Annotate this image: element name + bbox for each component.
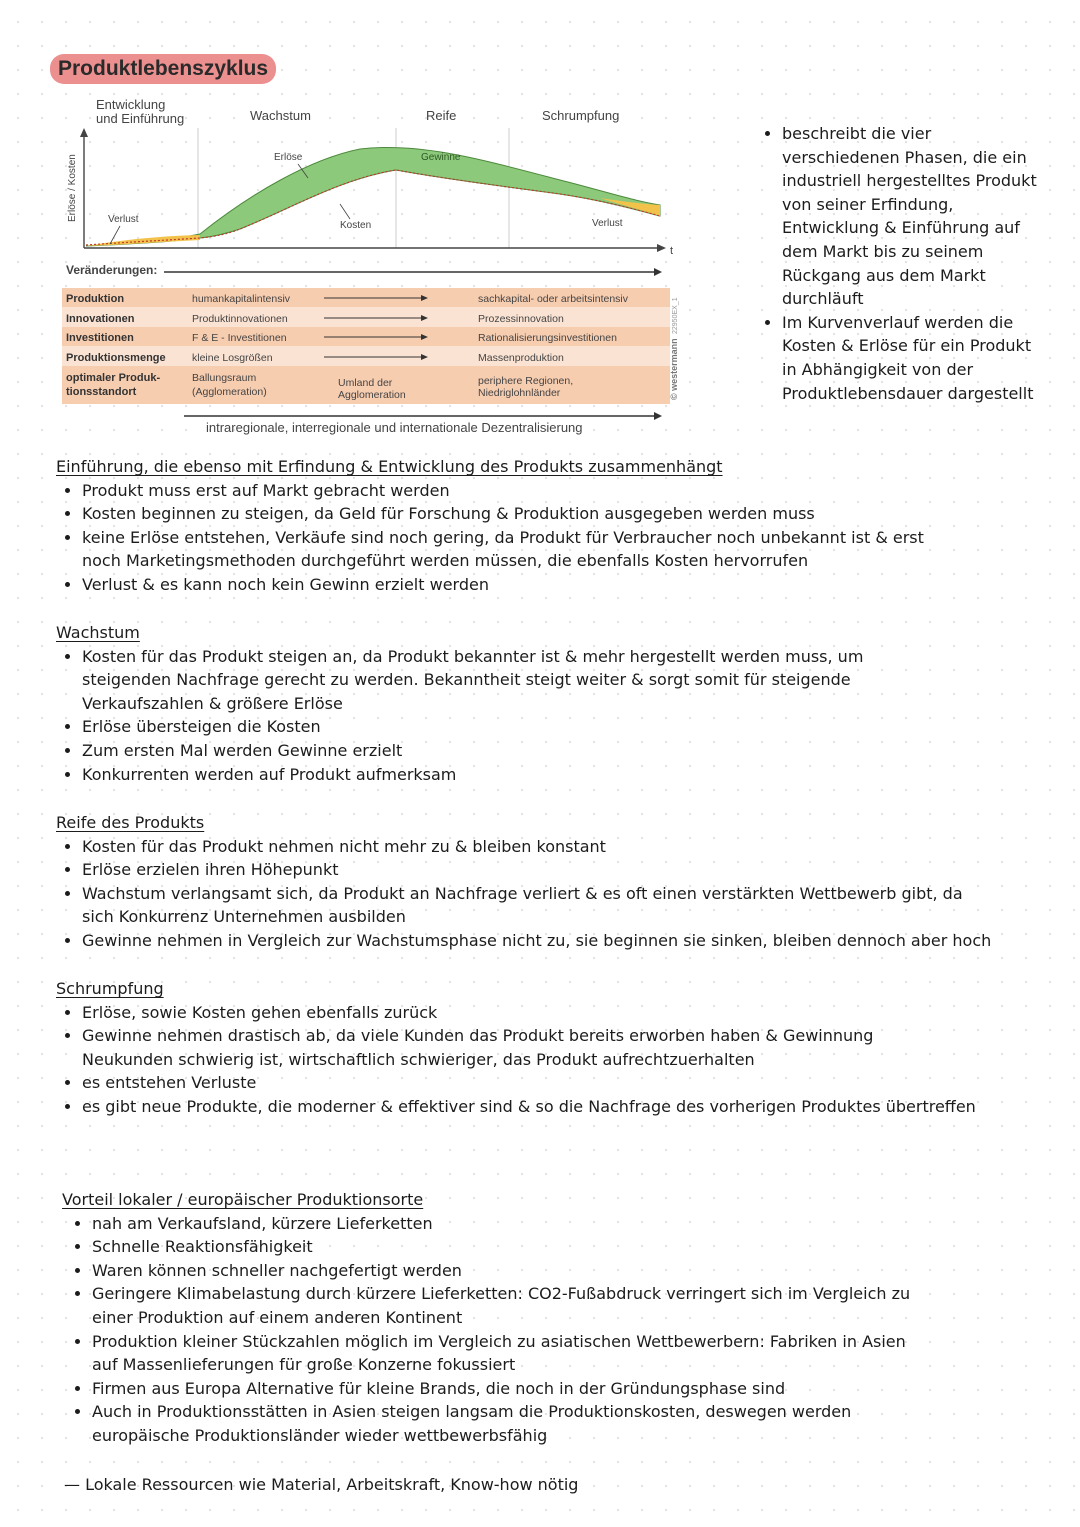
curve-label-kosten: Kosten bbox=[340, 220, 372, 231]
section-heading: Vorteil lokaler / europäischer Produktionsorte bbox=[62, 1190, 424, 1209]
bullet-list bbox=[62, 1212, 1002, 1448]
list-item: • Auch in Produktionsstätten in Asien steigen langsam die Produktionskosten, deswegen werden europäische Produktionsländer wieder wettbewerbsfähig bbox=[92, 1400, 932, 1447]
product-lifecycle-figure bbox=[60, 94, 680, 440]
section-heading: Schrumpfung bbox=[56, 979, 164, 998]
dezentralisierung-label: intraregionale, interregionale und internationale Dezentralisierung bbox=[206, 420, 583, 435]
table-row-label: Innovationen bbox=[66, 313, 135, 325]
lifecycle-diagram bbox=[60, 94, 680, 440]
table-row-label-2: tionsstandort bbox=[66, 386, 137, 398]
list-item: • nah am Verkaufsland, kürzere Lieferketten bbox=[92, 1212, 1002, 1236]
table-row-start: Produktinnovationen bbox=[192, 313, 288, 325]
section-heading: Reife des Produkts bbox=[56, 813, 205, 832]
y-axis-arrow bbox=[80, 128, 88, 137]
list-item: • Kosten für das Produkt nehmen nicht mehr zu & bleiben konstant bbox=[82, 835, 1016, 859]
table-row-label: Produktionsmenge bbox=[66, 352, 166, 364]
table-row-label: Investitionen bbox=[66, 332, 134, 344]
list-item: • Erlöse, sowie Kosten gehen ebenfalls zurück bbox=[82, 1001, 1016, 1025]
list-item: • Schnelle Reaktionsfähigkeit bbox=[92, 1235, 1002, 1259]
phase-label-einfuehrung: und Einführung bbox=[96, 111, 185, 126]
table-row-end: periphere Regionen, bbox=[478, 375, 574, 387]
section-vorteil bbox=[62, 1188, 1002, 1448]
changes-label: Veränderungen: bbox=[66, 263, 158, 277]
list-item: • es entstehen Verluste bbox=[82, 1071, 1016, 1095]
section-reife bbox=[56, 811, 1016, 953]
dezentralisierung-arrowhead bbox=[654, 412, 662, 420]
list-item: • Zum ersten Mal werden Gewinne erzielt bbox=[82, 739, 1016, 763]
y-axis-label: Erlöse / Kosten bbox=[67, 154, 78, 222]
table-row-end: sachkapital- oder arbeitsintensiv bbox=[478, 293, 628, 305]
phase-label-reife: Reife bbox=[426, 108, 457, 123]
phase-label-entwicklung: Entwicklung bbox=[96, 97, 166, 112]
x-axis-label: t bbox=[670, 245, 674, 257]
table-row-end: Prozessinnovation bbox=[478, 313, 564, 325]
table-row-mid-2: Agglomeration bbox=[338, 389, 406, 401]
table-row-start-2: (Agglomeration) bbox=[192, 386, 267, 398]
cost-curve bbox=[86, 170, 660, 245]
bullet-list bbox=[56, 835, 1016, 953]
list-item: • Gewinne nehmen in Vergleich zur Wachstumsphase nicht zu, sie beginnen sie sinken, bleiben dennoch aber hoch bbox=[82, 929, 1016, 953]
section-heading: Einführung, die ebenso mit Erfindung & Entwicklung des Produkts zusammenhängt bbox=[56, 457, 723, 476]
bullet-list bbox=[56, 479, 1016, 597]
table-row-start: Ballungsraum bbox=[192, 372, 257, 384]
list-item: • Kosten für das Produkt steigen an, da Produkt bekannter ist & mehr hergestellt werden muss, um steigenden Nachfrage gerecht zu werden. Bekanntheit steigt weiter & sorgt somit für steigende Verkaufszahlen & größere Erlöse bbox=[82, 645, 952, 716]
changes-arrowhead bbox=[654, 268, 662, 276]
table-row-label: optimaler Produk- bbox=[66, 372, 161, 384]
summary-bullet: • Im Kurvenverlauf werden die Kosten & Erlöse für ein Produkt in Abhängigkeit von der Produktlebensdauer dargestellt bbox=[782, 311, 1048, 405]
table-row-end: Massenproduktion bbox=[478, 352, 564, 364]
table-row-end: Rationalisierungsinvestitionen bbox=[478, 332, 617, 344]
curve-label-verlust-left: Verlust bbox=[108, 214, 139, 225]
list-item: • Wachstum verlangsamt sich, da Produkt an Nachfrage verliert & es oft einen verstärkten Wettbewerb gibt, da sich Konkurrenz Unternehmen ausbilden bbox=[82, 882, 997, 929]
table-row-start: kleine Losgrößen bbox=[192, 352, 273, 364]
bullet-list bbox=[56, 645, 1016, 787]
summary-notes bbox=[758, 122, 1048, 405]
section-einfuehrung bbox=[56, 455, 1016, 597]
list-item: • Konkurrenten werden auf Produkt aufmerksam bbox=[82, 763, 1016, 787]
list-item: • Produktion kleiner Stückzahlen möglich im Vergleich zu asiatischen Wettbewerbern: Fabriken in Asien auf Massenlieferungen für große Konzerne fokussiert bbox=[92, 1330, 922, 1377]
list-item: • Erlöse übersteigen die Kosten bbox=[82, 715, 1016, 739]
list-item: • Erlöse erzielen ihren Höhepunkt bbox=[82, 858, 1016, 882]
table-row-bg bbox=[62, 307, 670, 327]
summary-list bbox=[758, 122, 1048, 405]
publisher-credit: © westermann bbox=[669, 338, 679, 400]
pointer-line bbox=[340, 204, 350, 219]
list-item: • Verlust & es kann noch kein Gewinn erzielt werden bbox=[82, 573, 1016, 597]
section-schrumpfung bbox=[56, 977, 1016, 1119]
list-item: • keine Erlöse entstehen, Verkäufe sind noch gering, da Produkt für Verbraucher noch unbekannt ist & erst noch Marketingsmethoden durchgeführt werden müssen, die ebenfalls Kosten hervorrufen bbox=[82, 526, 962, 573]
page-title: Produktlebenszyklus bbox=[50, 54, 276, 84]
figure-code: 22950EX_1 bbox=[672, 297, 679, 334]
table-row-label: Produktion bbox=[66, 293, 125, 305]
phase-label-schrumpfung: Schrumpfung bbox=[542, 108, 620, 123]
section-heading: Wachstum bbox=[56, 623, 140, 642]
x-axis-arrow bbox=[657, 244, 666, 252]
curve-label-erloese: Erlöse bbox=[274, 152, 303, 163]
list-item: • Geringere Klimabelastung durch kürzere Lieferketten: CO2-Fußabdruck verringert sich im Vergleich zu einer Produktion auf einem anderen Kontinent bbox=[92, 1282, 942, 1329]
table-row-start: F & E - Investitionen bbox=[192, 332, 287, 344]
section-wachstum bbox=[56, 621, 1016, 786]
list-item: • Waren können schneller nachgefertigt werden bbox=[92, 1259, 1002, 1283]
list-item: • Kosten beginnen zu steigen, da Geld für Forschung & Produktion ausgegeben werden muss bbox=[82, 502, 1016, 526]
table-row-mid: Umland der bbox=[338, 377, 393, 389]
phase-label-wachstum: Wachstum bbox=[250, 108, 311, 123]
list-item: • Firmen aus Europa Alternative für kleine Brands, die noch in der Gründungsphase sind bbox=[92, 1377, 1002, 1401]
list-item: • Gewinne nehmen drastisch ab, da viele Kunden das Produkt bereits erworben haben & Gewinnung Neukunden schwierig ist, wirtschaftlich schwieriger, das Produkt aufrechtzuerhalten bbox=[82, 1024, 962, 1071]
revenue-area bbox=[86, 147, 660, 246]
table-row-start: humankapitalintensiv bbox=[192, 293, 291, 305]
bullet-list bbox=[56, 1001, 1016, 1119]
footer-note: — Lokale Ressourcen wie Material, Arbeitskraft, Know-how nötig bbox=[64, 1475, 579, 1494]
list-item: • es gibt neue Produkte, die moderner & effektiver sind & so die Nachfrage des vorherigen Produktes übertreffen bbox=[82, 1095, 1016, 1119]
list-item: • Produkt muss erst auf Markt gebracht werden bbox=[82, 479, 1016, 503]
curve-label-verlust-right: Verlust bbox=[592, 218, 623, 229]
table-row-end-2: Niedriglohnländer bbox=[478, 387, 561, 399]
summary-bullet: • beschreibt die vier verschiedenen Phasen, die ein industriell hergestelltes Produkt von seiner Erfindung, Entwicklung & Einführung auf dem Markt bis zu seinem Rückgang aus dem Markt durchläuft bbox=[782, 122, 1048, 311]
curve-label-gewinne: Gewinne bbox=[421, 152, 461, 163]
